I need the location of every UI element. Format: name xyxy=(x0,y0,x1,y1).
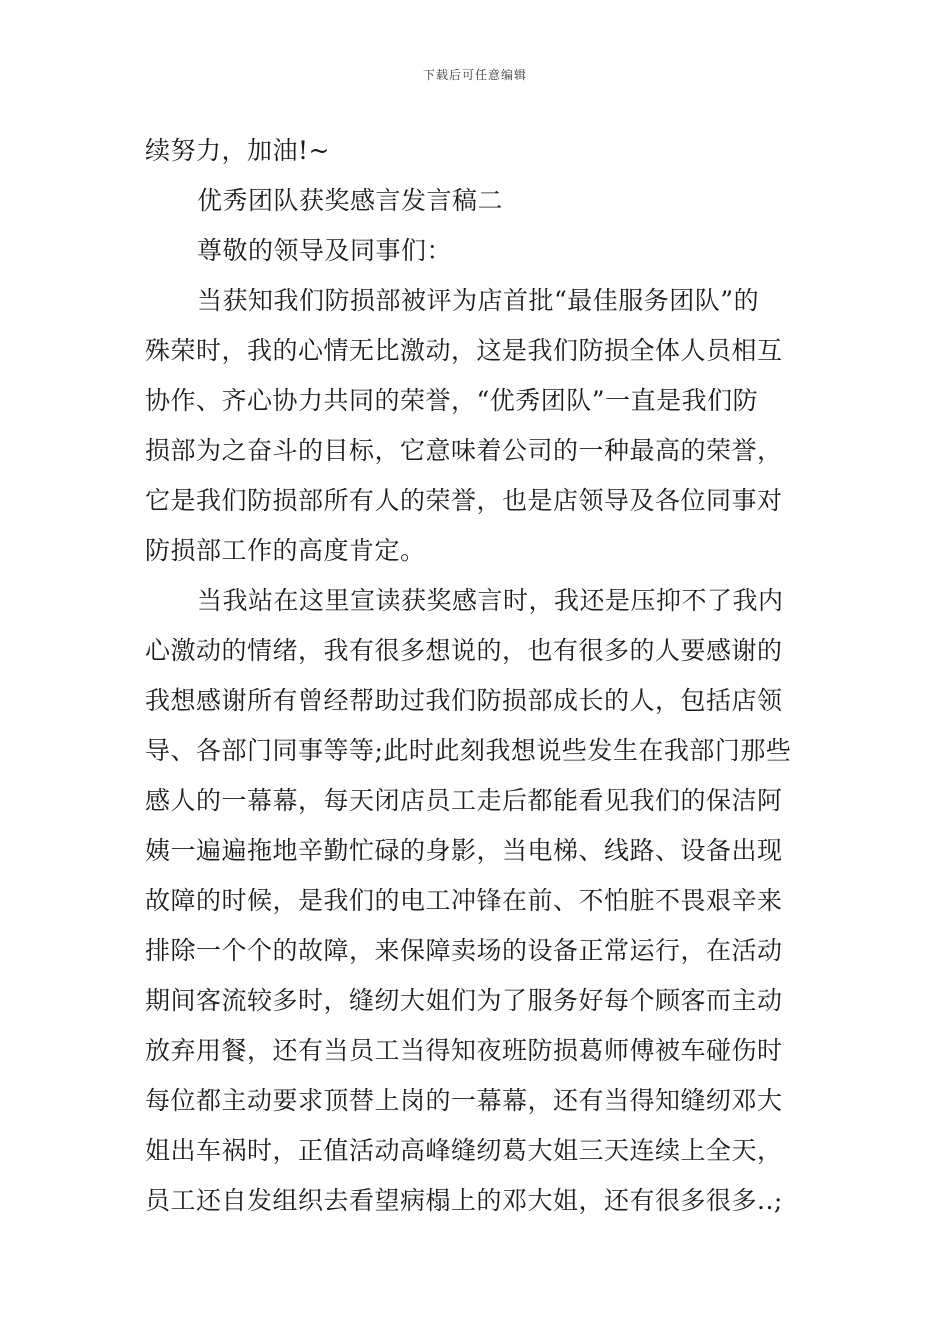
text-line-5: 殊荣时，我的心情无比激动，这是我们防损全体人员相互 xyxy=(145,336,783,365)
salutation: 尊敬的领导及同事们： xyxy=(197,236,453,265)
text-line-12: 我想感谢所有曾经帮助过我们防损部成长的人，包括店领 xyxy=(145,686,783,715)
text-line-4: 当获知我们防损部被评为店首批“最佳服务团队”的 xyxy=(197,286,760,315)
text-line-20: 每位都主动要求顶替上岗的一幕幕，还有当得知缝纫邓大 xyxy=(145,1086,783,1115)
text-line-16: 故障的时候，是我们的电工冲锋在前、不怕脏不畏艰辛来 xyxy=(145,886,783,915)
text-line-22: 员工还自发组织去看望病榻上的邓大姐，还有很多很多..; xyxy=(145,1186,783,1215)
text-line-1: 续努力，加油!~ xyxy=(145,136,330,165)
text-line-8: 它是我们防损部所有人的荣誉，也是店领导及各位同事对 xyxy=(145,486,783,515)
page-header: 下载后可任意编辑 xyxy=(422,68,527,82)
text-line-9: 防损部工作的高度肯定。 xyxy=(145,536,426,565)
text-line-18: 期间客流较多时，缝纫大姐们为了服务好每个顾客而主动 xyxy=(145,986,783,1015)
text-line-14: 感人的一幕幕，每天闭店员工走后都能看见我们的保洁阿 xyxy=(145,786,783,815)
text-line-10: 当我站在这里宣读获奖感言时，我还是压抑不了我内 xyxy=(197,586,784,615)
text-line-6: 协作、齐心协力共同的荣誉，“优秀团队”一直是我们防 xyxy=(145,386,759,415)
text-line-11: 心激动的情绪，我有很多想说的，也有很多的人要感谢的 xyxy=(145,636,783,665)
text-line-7: 损部为之奋斗的目标，它意味着公司的一种最高的荣誉， xyxy=(145,436,783,465)
text-line-17: 排除一个个的故障，来保障卖场的设备正常运行，在活动 xyxy=(145,936,783,965)
text-line-19: 放弃用餐，还有当员工当得知夜班防损葛师傅被车碰伤时 xyxy=(145,1036,783,1065)
section-title: 优秀团队获奖感言发言稿二 xyxy=(197,186,504,215)
text-line-13: 导、各部门同事等等;此时此刻我想说些发生在我部门那些 xyxy=(145,736,792,765)
text-line-21: 姐出车祸时，正值活动高峰缝纫葛大姐三天连续上全天， xyxy=(145,1136,783,1165)
text-line-15: 姨一遍遍拖地辛勤忙碌的身影，当电梯、线路、设备出现 xyxy=(145,836,783,865)
